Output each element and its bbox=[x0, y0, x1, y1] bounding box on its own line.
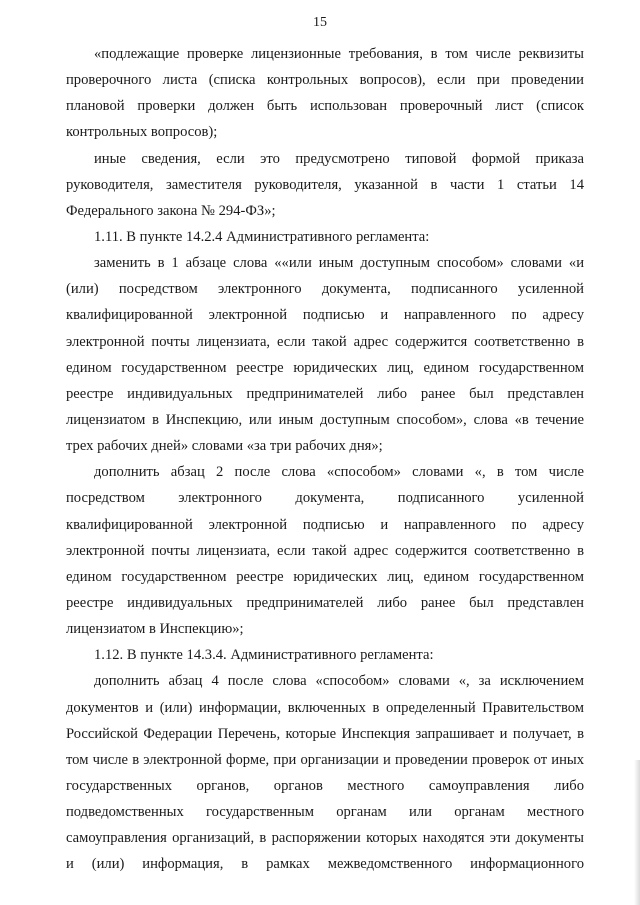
text-line: реестре индивидуальных предпринимателей либо ранее был представлен bbox=[66, 594, 584, 611]
text-line: квалифицированной электронной подписью и направленного по адресу bbox=[66, 516, 584, 533]
text-line: едином государственном реестре юридических лиц, едином государственном bbox=[66, 568, 584, 585]
text-line: заменить в 1 абзаце слова ««или иным доступным способом» словами «и bbox=[94, 255, 584, 272]
page-number: 15 bbox=[313, 15, 327, 30]
text-line: Федерального закона № 294-ФЗ»; bbox=[66, 202, 276, 219]
text-line: трех рабочих дней» словами «за три рабочих дня»; bbox=[66, 438, 383, 455]
text-line: квалифицированной электронной подписью и направленного по адресу bbox=[66, 307, 584, 324]
text-line: и (или) информация, в рамках межведомственного информационного bbox=[66, 856, 584, 873]
text-line: плановой проверки должен быть использован проверочный лист (список bbox=[66, 98, 584, 115]
text-line: контрольных вопросов); bbox=[66, 124, 218, 141]
text-line: Российской Федерации Перечень, которые Инспекция запрашивает и получает, в bbox=[66, 725, 584, 742]
text-line: электронной почты лицензиата, если такой адрес содержится соответственно в bbox=[66, 542, 584, 559]
text-line: иные сведения, если это предусмотрено типовой формой приказа bbox=[94, 150, 584, 167]
text-line: едином государственном реестре юридических лиц, едином государственном bbox=[66, 359, 584, 376]
text-line: посредством электронного документа, подписанного усиленной bbox=[66, 490, 584, 507]
text-line: руководителя, заместителя руководителя, указанной в части 1 статьи 14 bbox=[66, 176, 584, 193]
text-line: 1.11. В пункте 14.2.4 Административного регламента: bbox=[94, 228, 430, 245]
text-line: подведомственных государственным органам или органам местного bbox=[66, 804, 584, 821]
text-line: «подлежащие проверке лицензионные требования, в том числе реквизиты bbox=[94, 46, 584, 62]
text-line: дополнить абзац 4 после слова «способом» словами «, за исключением bbox=[94, 673, 584, 690]
text-line: электронной почты лицензиата, если такой адрес содержится соответственно в bbox=[66, 333, 584, 350]
text-line: документов и (или) информации, включенных в определенный Правительством bbox=[66, 699, 584, 716]
text-line: лицензиатом в Инспекцию, или иным доступным способом», слова «в течение bbox=[66, 411, 584, 428]
text-line: реестре индивидуальных предпринимателей либо ранее был представлен bbox=[66, 385, 584, 402]
text-line: дополнить абзац 2 после слова «способом» словами «, в том числе bbox=[94, 464, 584, 481]
text-line: государственных органов, органов местного самоуправления либо bbox=[66, 777, 584, 794]
text-line: проверочного листа (списка контрольных вопросов), если при проведении bbox=[66, 72, 584, 89]
scan-edge-shadow bbox=[634, 760, 640, 905]
text-line: лицензиатом в Инспекцию»; bbox=[66, 621, 244, 638]
text-line: (или) посредством электронного документа, подписанного усиленной bbox=[66, 281, 584, 298]
text-line: самоуправления организаций, в распоряжении которых находятся эти документы bbox=[66, 830, 584, 847]
document-body bbox=[66, 41, 584, 878]
text-line: том числе в электронной форме, при организации и проведении проверок от иных bbox=[66, 751, 584, 768]
text-line: 1.12. В пункте 14.3.4. Административного регламента: bbox=[94, 647, 434, 664]
